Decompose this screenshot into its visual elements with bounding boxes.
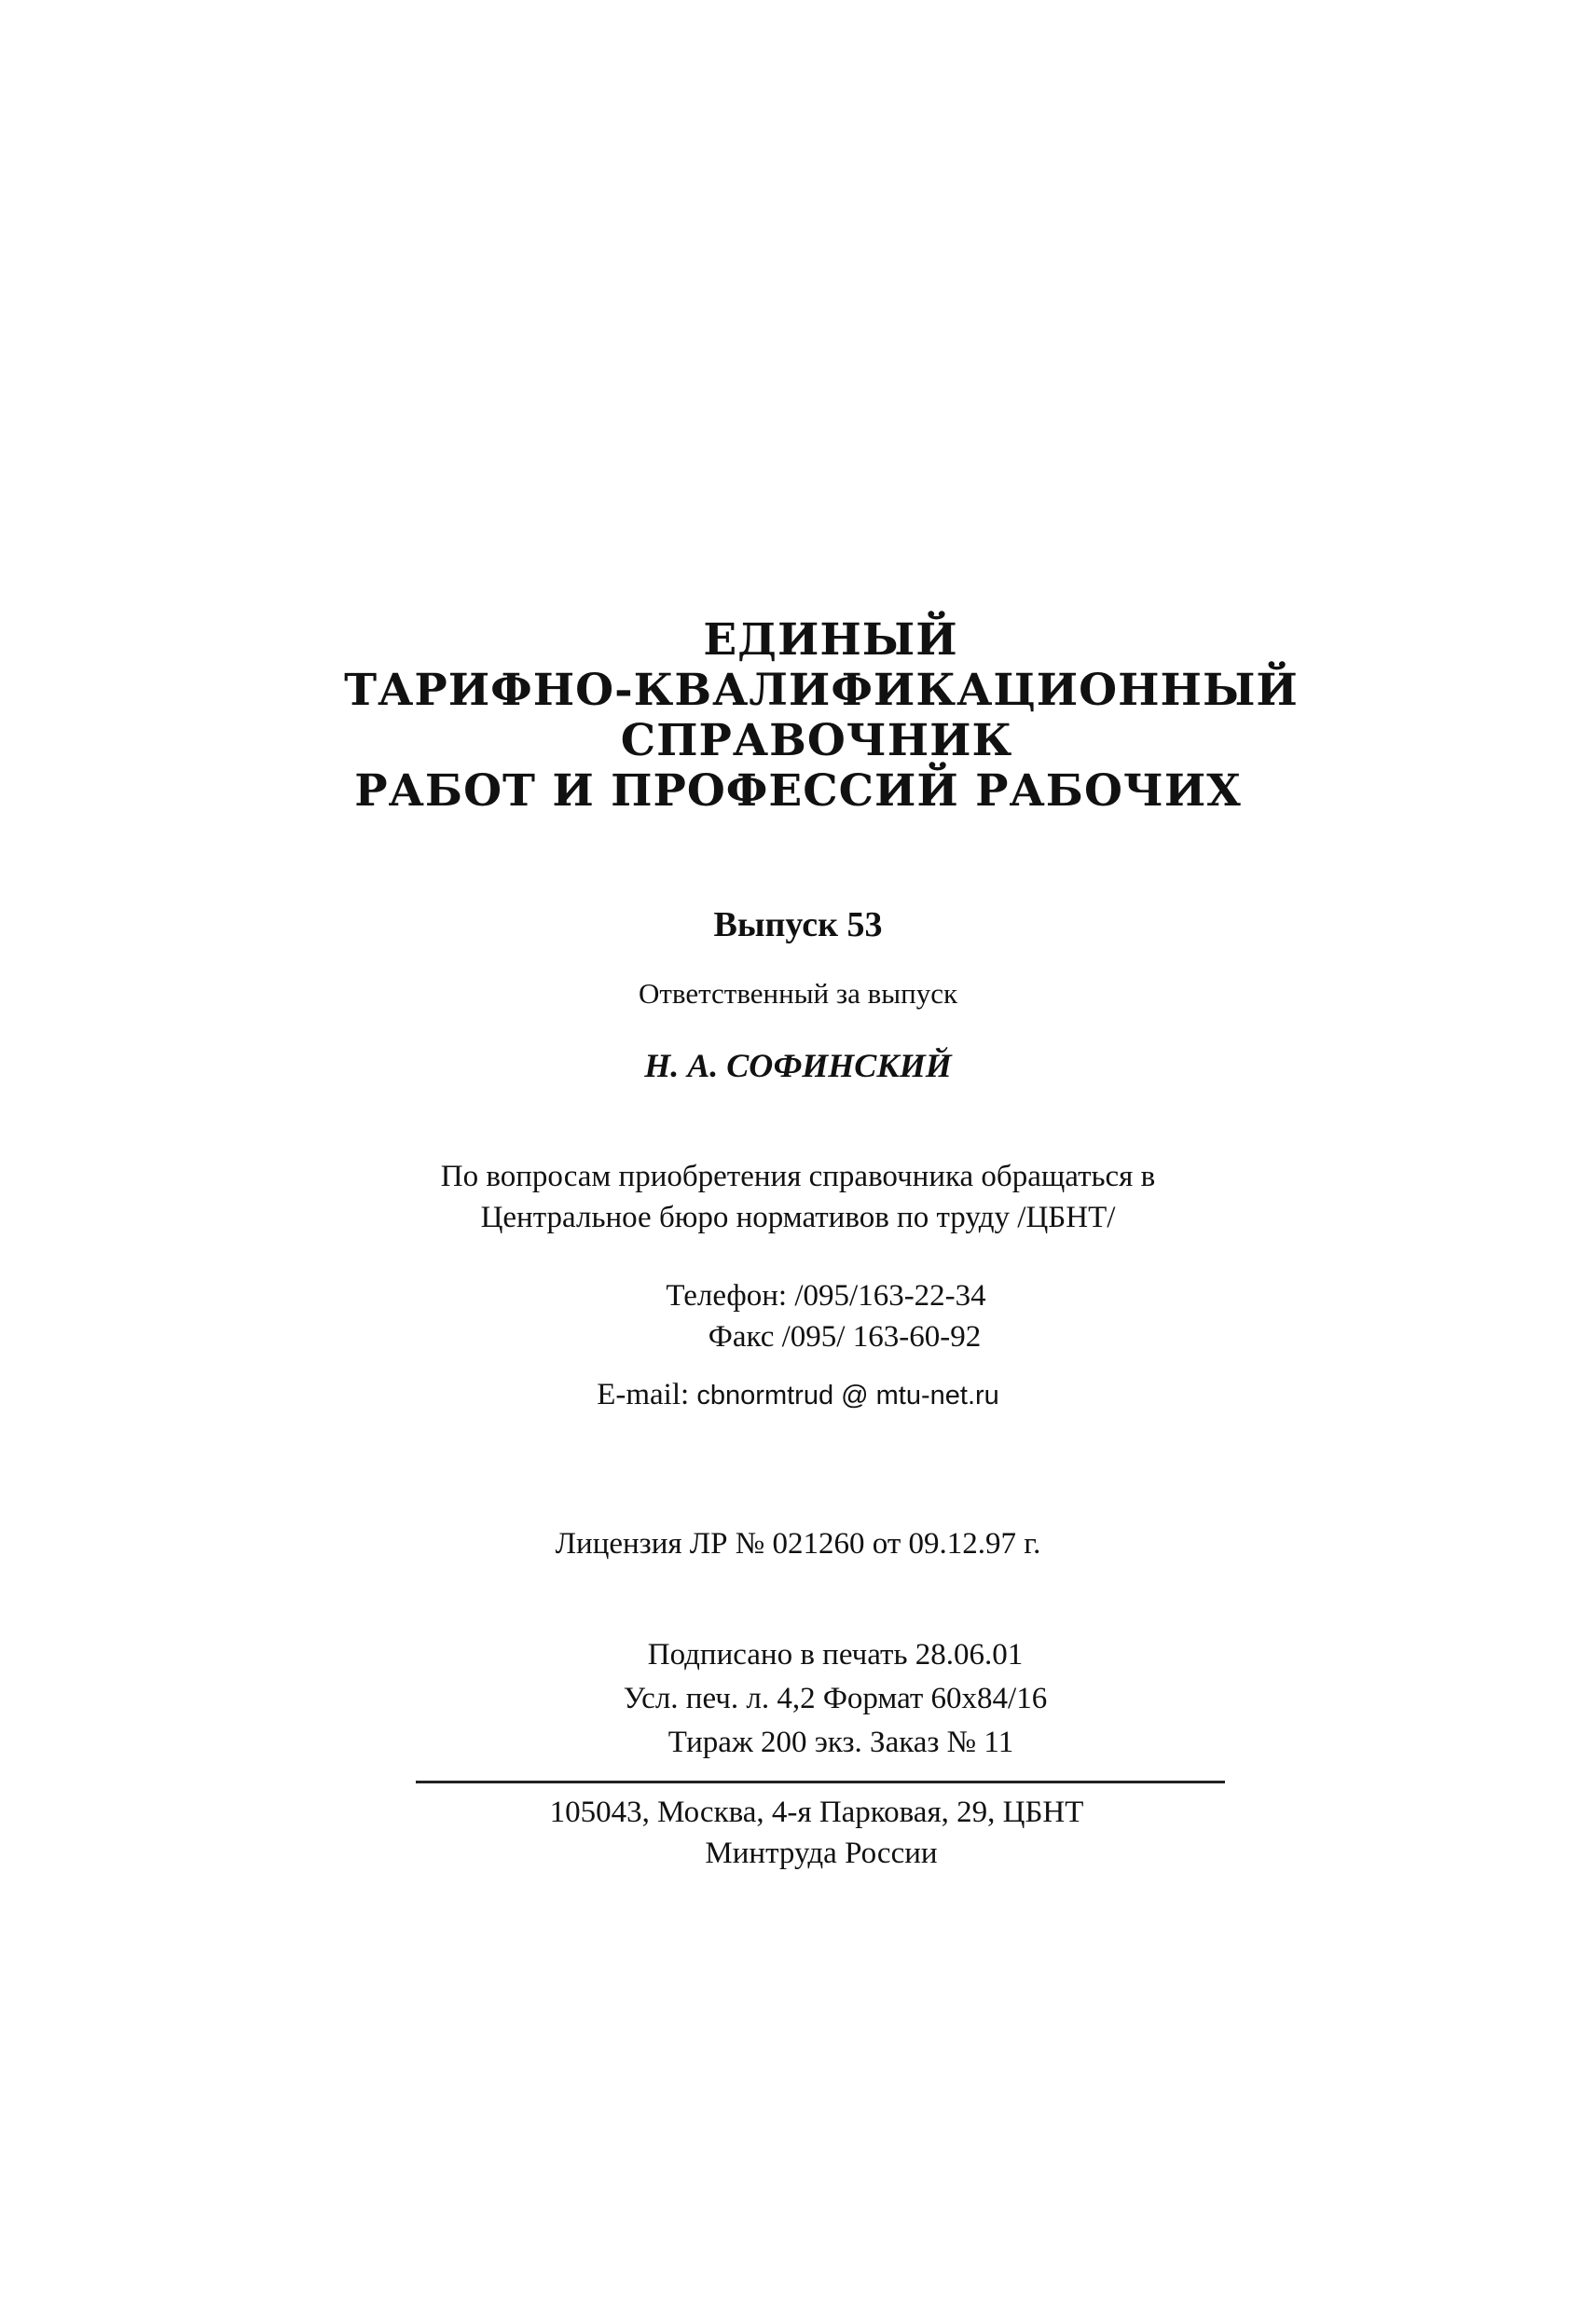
print-format: Усл. печ. л. 4,2 Формат 60x84/16 — [623, 1682, 1048, 1715]
title-line-1: ЕДИНЫЙ — [703, 614, 958, 666]
book-title — [0, 615, 1596, 817]
phone-number: Телефон: /095/163-22-34 — [666, 1279, 986, 1313]
editor-name: Н. А. СОФИНСКИЙ — [644, 1047, 952, 1084]
contact-phones — [28, 1275, 1596, 1357]
email-address: cbnormtrud @ mtu-net.ru — [696, 1381, 999, 1411]
print-info — [37, 1633, 1596, 1765]
purchase-info-line-1: По вопросам приобретения справочника обращаться в — [440, 1160, 1156, 1193]
address-line-1: 105043, Москва, 4-я Парковая, 29, ЦБНТ — [549, 1796, 1084, 1829]
fax-number: Факс /095/ 163-60-92 — [708, 1320, 982, 1354]
address-line-2: Минтруда России — [705, 1837, 938, 1870]
title-line-2: ТАРИФНО-КВАЛИФИКАЦИОННЫЙ — [344, 665, 1299, 716]
print-run: Тираж 200 экз. Заказ № 11 — [667, 1726, 1014, 1759]
publisher-address — [19, 1792, 1596, 1874]
license-info: Лицензия ЛР № 021260 от 09.12.97 г. — [555, 1527, 1041, 1561]
contact-email — [0, 1378, 1596, 1412]
title-line-4: РАБОТ И ПРОФЕССИЙ РАБОЧИХ — [354, 765, 1242, 817]
signed-to-print: Подписано в печать 28.06.01 — [647, 1638, 1024, 1672]
purchase-info-line-2: Центральное бюро нормативов по труду /ЦБНТ/ — [480, 1201, 1116, 1234]
title-line-3: СПРАВОЧНИК — [620, 715, 1013, 766]
purchase-info — [0, 1156, 1596, 1238]
email-label: E-mail: — [597, 1378, 690, 1411]
responsible-label: Ответственный за выпуск — [638, 977, 958, 1010]
divider-line — [416, 1781, 1225, 1783]
issue-number: Выпуск 53 — [713, 905, 883, 944]
